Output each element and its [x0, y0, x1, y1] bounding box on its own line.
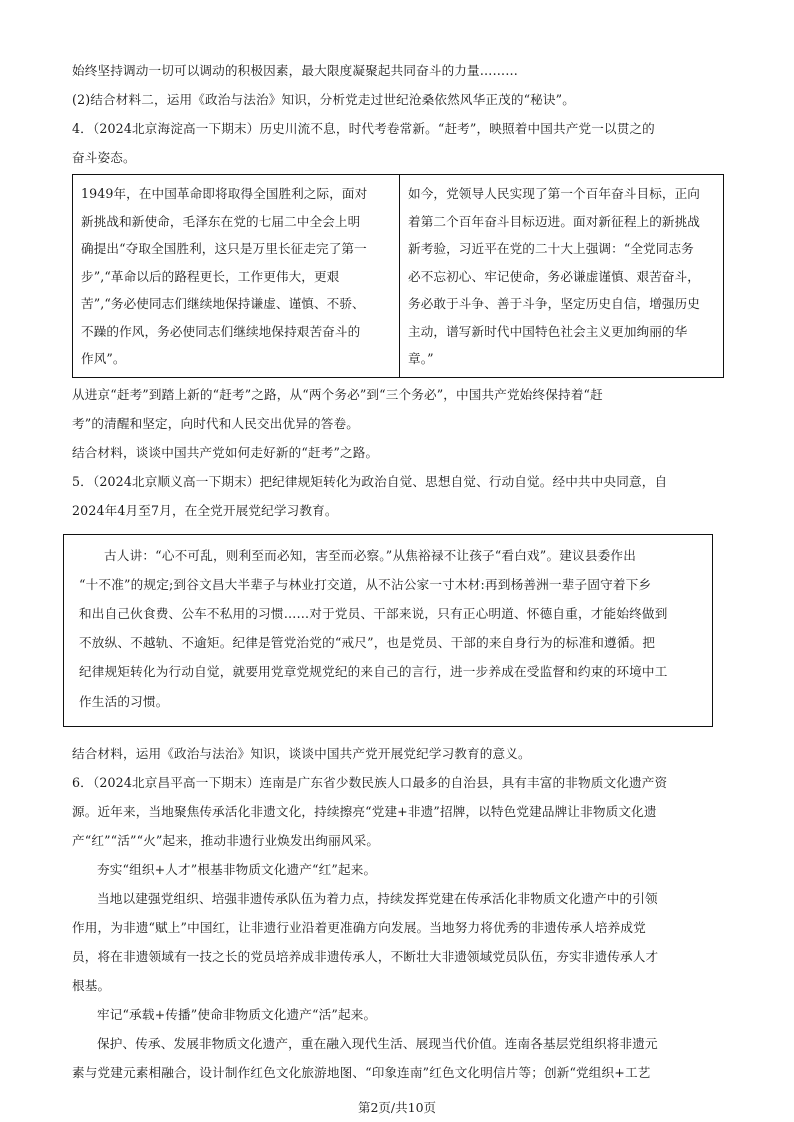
table-cell-line: 苦”,“务必使同志们继续地保持谦虚、谨慎、不骄、 [81, 296, 365, 311]
table-cell-line: 确提出“夺取全国胜利，这只是万里长征走完了第一 [81, 241, 367, 256]
paragraph: 作用，为非遗“赋上”中国红，让非遗行业沿着更准确方向发展。当地努力将优秀的非遗传承人培养成党 [72, 919, 646, 935]
box-line: 和出自己伙食费、公车不私用的习惯……对于党员、干部来说，只有正心明道、怀德自重，才能始终做到 [79, 605, 668, 621]
paragraph: 始终坚持调动一切可以调动的积极因素，最大限度凝聚起共同奋斗的力量……… [72, 63, 519, 78]
paragraph: 保护、传承、发展非物质文化遗产，重在融入现代生活、展现当代价值。连南各基层党组织将非遗元 [97, 1035, 658, 1051]
table-cell-line: 不躁的作风，务必使同志们继续地保持艰苦奋斗的 [81, 323, 361, 339]
table-cell-line: 作风”。 [81, 351, 126, 366]
table-cell-line: 新考验，习近平在党的二十大上强调：“全党同志务 [408, 241, 694, 256]
table-cell-line: 务必敢于斗争、善于斗争，坚定历史自信，增强历史 [408, 296, 700, 311]
table-cell-line: 步”,“革命以后的路程更长，工作更伟大，更艰 [81, 268, 340, 284]
box-line: 作生活的习惯。 [79, 693, 169, 709]
box-line: “十不准”的规定;到谷文昌大半辈子与林业打交道，从不沾公家一寸木材:再到杨善洲一辈子固守着下乡 [79, 576, 652, 592]
table-cell-line: 如今，党领导人民实现了第一个百年奋斗目标，正向 [408, 186, 700, 201]
question-4-header: 4．（2024北京海淀高一下期末）历史川流不息，时代考卷常新。“赶考”，映照着中国共产党一以贯之的 [72, 121, 655, 136]
table-cell-line: 主动，谱写新时代中国特色社会主义更加绚丽的华 [408, 323, 688, 339]
page-number: 第2页/共10页 [357, 1100, 437, 1115]
question-5-header: 5．（2024北京顺义高一下期末）把纪律规矩转化为政治自觉、思想自觉、行动自觉。经中共中央同意，自 [72, 473, 668, 489]
table-cell-line: 必不忘初心、牢记使命，务必谦虚谨慎、艰苦奋斗， [408, 268, 700, 284]
table-cell-line: 新挑战和新使命，毛泽东在党的七届二中全会上明 [81, 213, 361, 229]
paragraph: 素与党建元素相融合，设计制作红色文化旅游地图、“印象连南”红色文化明信片等；创新“党组织+工艺 [72, 1064, 651, 1080]
paragraph: 根基。 [72, 977, 111, 993]
question-6-header-cont: 源。近年来，当地聚焦传承活化非遗文化，持续擦亮“党建+非遗”招牌，以特色党建品牌让非物质文化遗 [72, 803, 657, 819]
section-heading: 夯实“组织+人才”根基非物质文化遗产“红”起来。 [97, 861, 377, 877]
table-cell-today [400, 175, 724, 378]
paragraph: 考”的清醒和坚定，向时代和人民交出优异的答卷。 [72, 415, 359, 431]
paragraph: 从进京“赶考”到踏上新的“赶考”之路，从“两个务必”到“三个务必”，中国共产党始终保持着“赶 [72, 386, 603, 402]
question-6-header: 6．（2024北京昌平高一下期末）连南是广东省少数民族人口最多的自治县，具有丰富的非物质文化遗产资 [72, 774, 668, 790]
box-line: 纪律规矩转化为行动自觉，就要用党章党规党纪的来自己的言行，进一步养成在受监督和约束的环境中工 [79, 664, 668, 680]
paragraph: 员，将在非遗领域有一技之长的党员培养成非遗传承人，不断壮大非遗领域党员队伍，夯实非遗传承人才 [72, 948, 659, 964]
table-cell-line: 着第二个百年奋斗目标迈进。面对新征程上的新挑战 [408, 213, 700, 229]
question-prompt: 结合材料，运用《政治与法治》知识，谈谈中国共产党开展党纪学习教育的意义。 [72, 745, 531, 761]
document-page [72, 56, 724, 1087]
sub-question: (2)结合材料二，运用《政治与法治》知识，分析党走过世纪沧桑依然风华正茂的“秘诀”。 [72, 92, 575, 107]
table-cell-1949 [73, 175, 400, 378]
box-line: 不放纵、不越轨、不逾矩。纪律是管党治党的“戒尺”，也是党员、干部的来自身行为的标准和遵循。把 [79, 635, 656, 651]
table-cell-line: 章。” [408, 351, 434, 366]
paragraph: 当地以建强党组织、培强非遗传承队伍为着力点，持续发挥党建在传承活化非物质文化遗产中的引领 [97, 890, 658, 906]
question-4-header-cont: 奋斗姿态。 [72, 150, 136, 165]
section-heading: 牢记“承载+传播”使命非物质文化遗产“活”起来。 [97, 1006, 377, 1022]
question-prompt: 结合材料，谈谈中国共产党如何走好新的“赶考”之路。 [72, 444, 379, 460]
question-6-header-cont: 产“红”“活”“火”起来，推动非遗行业焕发出绚丽风采。 [72, 832, 380, 848]
material-box [63, 534, 713, 727]
table-cell-line: 1949年，在中国革命即将取得全国胜利之际，面对 [81, 186, 368, 201]
question-5-header-cont: 2024年4月至7月，在全党开展党纪学习教育。 [72, 502, 338, 518]
box-line: 古人讲：“心不可乱，则利至而必知，害至而必察。”从焦裕禄不让孩子“看白戏”。建议县委作出 [104, 547, 637, 563]
comparison-table [72, 174, 724, 378]
